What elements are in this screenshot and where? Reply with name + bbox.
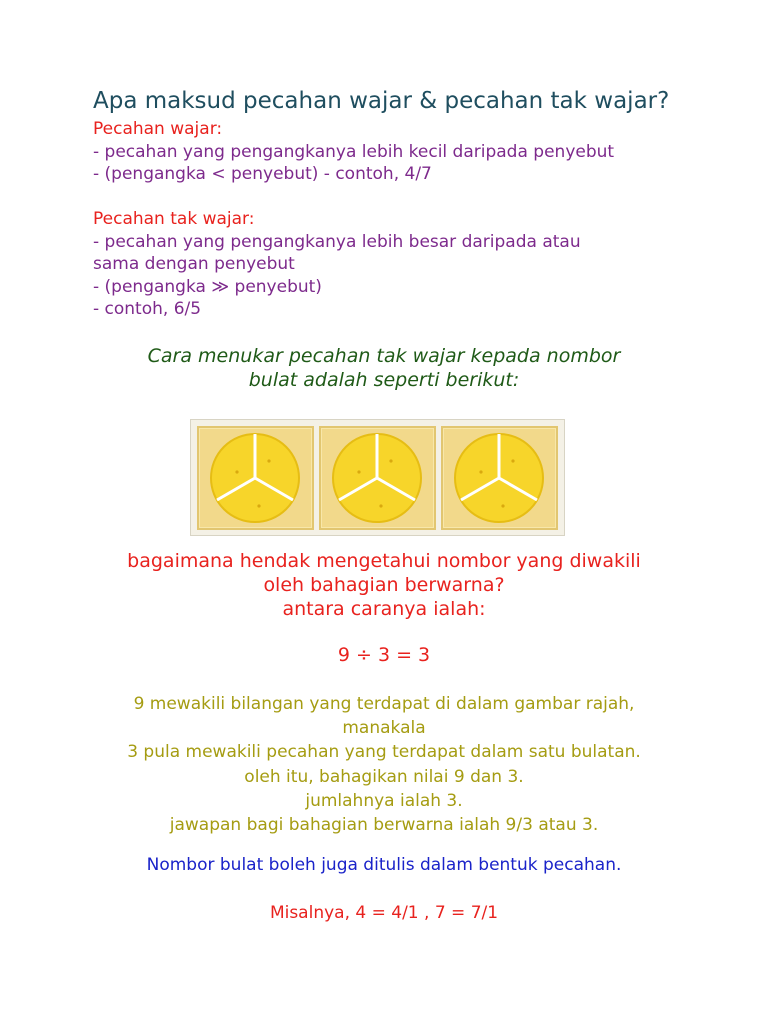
conversion-intro bbox=[60, 344, 708, 392]
division-equation: 9 ÷ 3 = 3 bbox=[337, 644, 431, 666]
improper-fraction-definition-line-1: - pecahan yang pengangkanya lebih besar daripada atau bbox=[93, 231, 581, 252]
page-title: Apa maksud pecahan wajar & pecahan tak wajar? bbox=[93, 88, 670, 114]
question-line-3: antara caranya ialah: bbox=[282, 598, 486, 620]
improper-fraction-section bbox=[93, 208, 581, 321]
fraction-tile bbox=[319, 426, 436, 530]
proper-fraction-heading: Pecahan wajar: bbox=[93, 119, 223, 139]
explanation-line-4: oleh itu, bahagikan nilai 9 dan 3. bbox=[244, 766, 524, 787]
conversion-intro-line-1: Cara menukar pecahan tak wajar kepada nombor bbox=[147, 345, 621, 367]
explanation-line-6: jawapan bagi bahagian berwarna ialah 9/3 atau 3. bbox=[169, 815, 599, 836]
fraction-tile bbox=[197, 426, 314, 530]
proper-fraction-section bbox=[93, 118, 614, 186]
fraction-tile bbox=[441, 426, 558, 530]
question-line-1: bagaimana hendak mengetahui nombor yang diwakili bbox=[127, 550, 641, 572]
question-block bbox=[40, 549, 728, 621]
proper-fraction-example: - (pengangka < penyebut) - contoh, 4/7 bbox=[93, 164, 432, 184]
explanation-line-5: jumlahnya ialah 3. bbox=[305, 790, 463, 811]
conversion-intro-line-2: bulat adalah seperti berikut: bbox=[248, 369, 520, 391]
question-line-2: oleh bahagian berwarna? bbox=[263, 574, 505, 596]
fraction-circles-figure bbox=[190, 419, 565, 536]
explanation-line-1: 9 mewakili bilangan yang terdapat di dalam gambar rajah, bbox=[133, 694, 635, 714]
explanation-line-2: manakala bbox=[342, 718, 426, 739]
circle-divided-in-thirds bbox=[321, 428, 434, 528]
circle-divided-in-thirds bbox=[199, 428, 312, 528]
proper-fraction-definition: - pecahan yang pengangkanya lebih kecil daripada penyebut bbox=[93, 141, 615, 162]
explanation-block bbox=[40, 692, 728, 837]
improper-fraction-heading: Pecahan tak wajar: bbox=[93, 209, 255, 229]
improper-fraction-example: - contoh, 6/5 bbox=[93, 299, 202, 319]
circle-divided-in-thirds bbox=[443, 428, 556, 528]
improper-fraction-rule: - (pengangka ≫ penyebut) bbox=[93, 276, 322, 297]
whole-numbers-note: Nombor bulat boleh juga ditulis dalam bentuk pecahan. bbox=[146, 855, 622, 875]
explanation-line-3: 3 pula mewakili pecahan yang terdapat dalam satu bulatan. bbox=[127, 742, 641, 763]
whole-number-example: Misalnya, 4 = 4/1 , 7 = 7/1 bbox=[269, 903, 499, 923]
improper-fraction-definition-line-2: sama dengan penyebut bbox=[93, 254, 295, 274]
